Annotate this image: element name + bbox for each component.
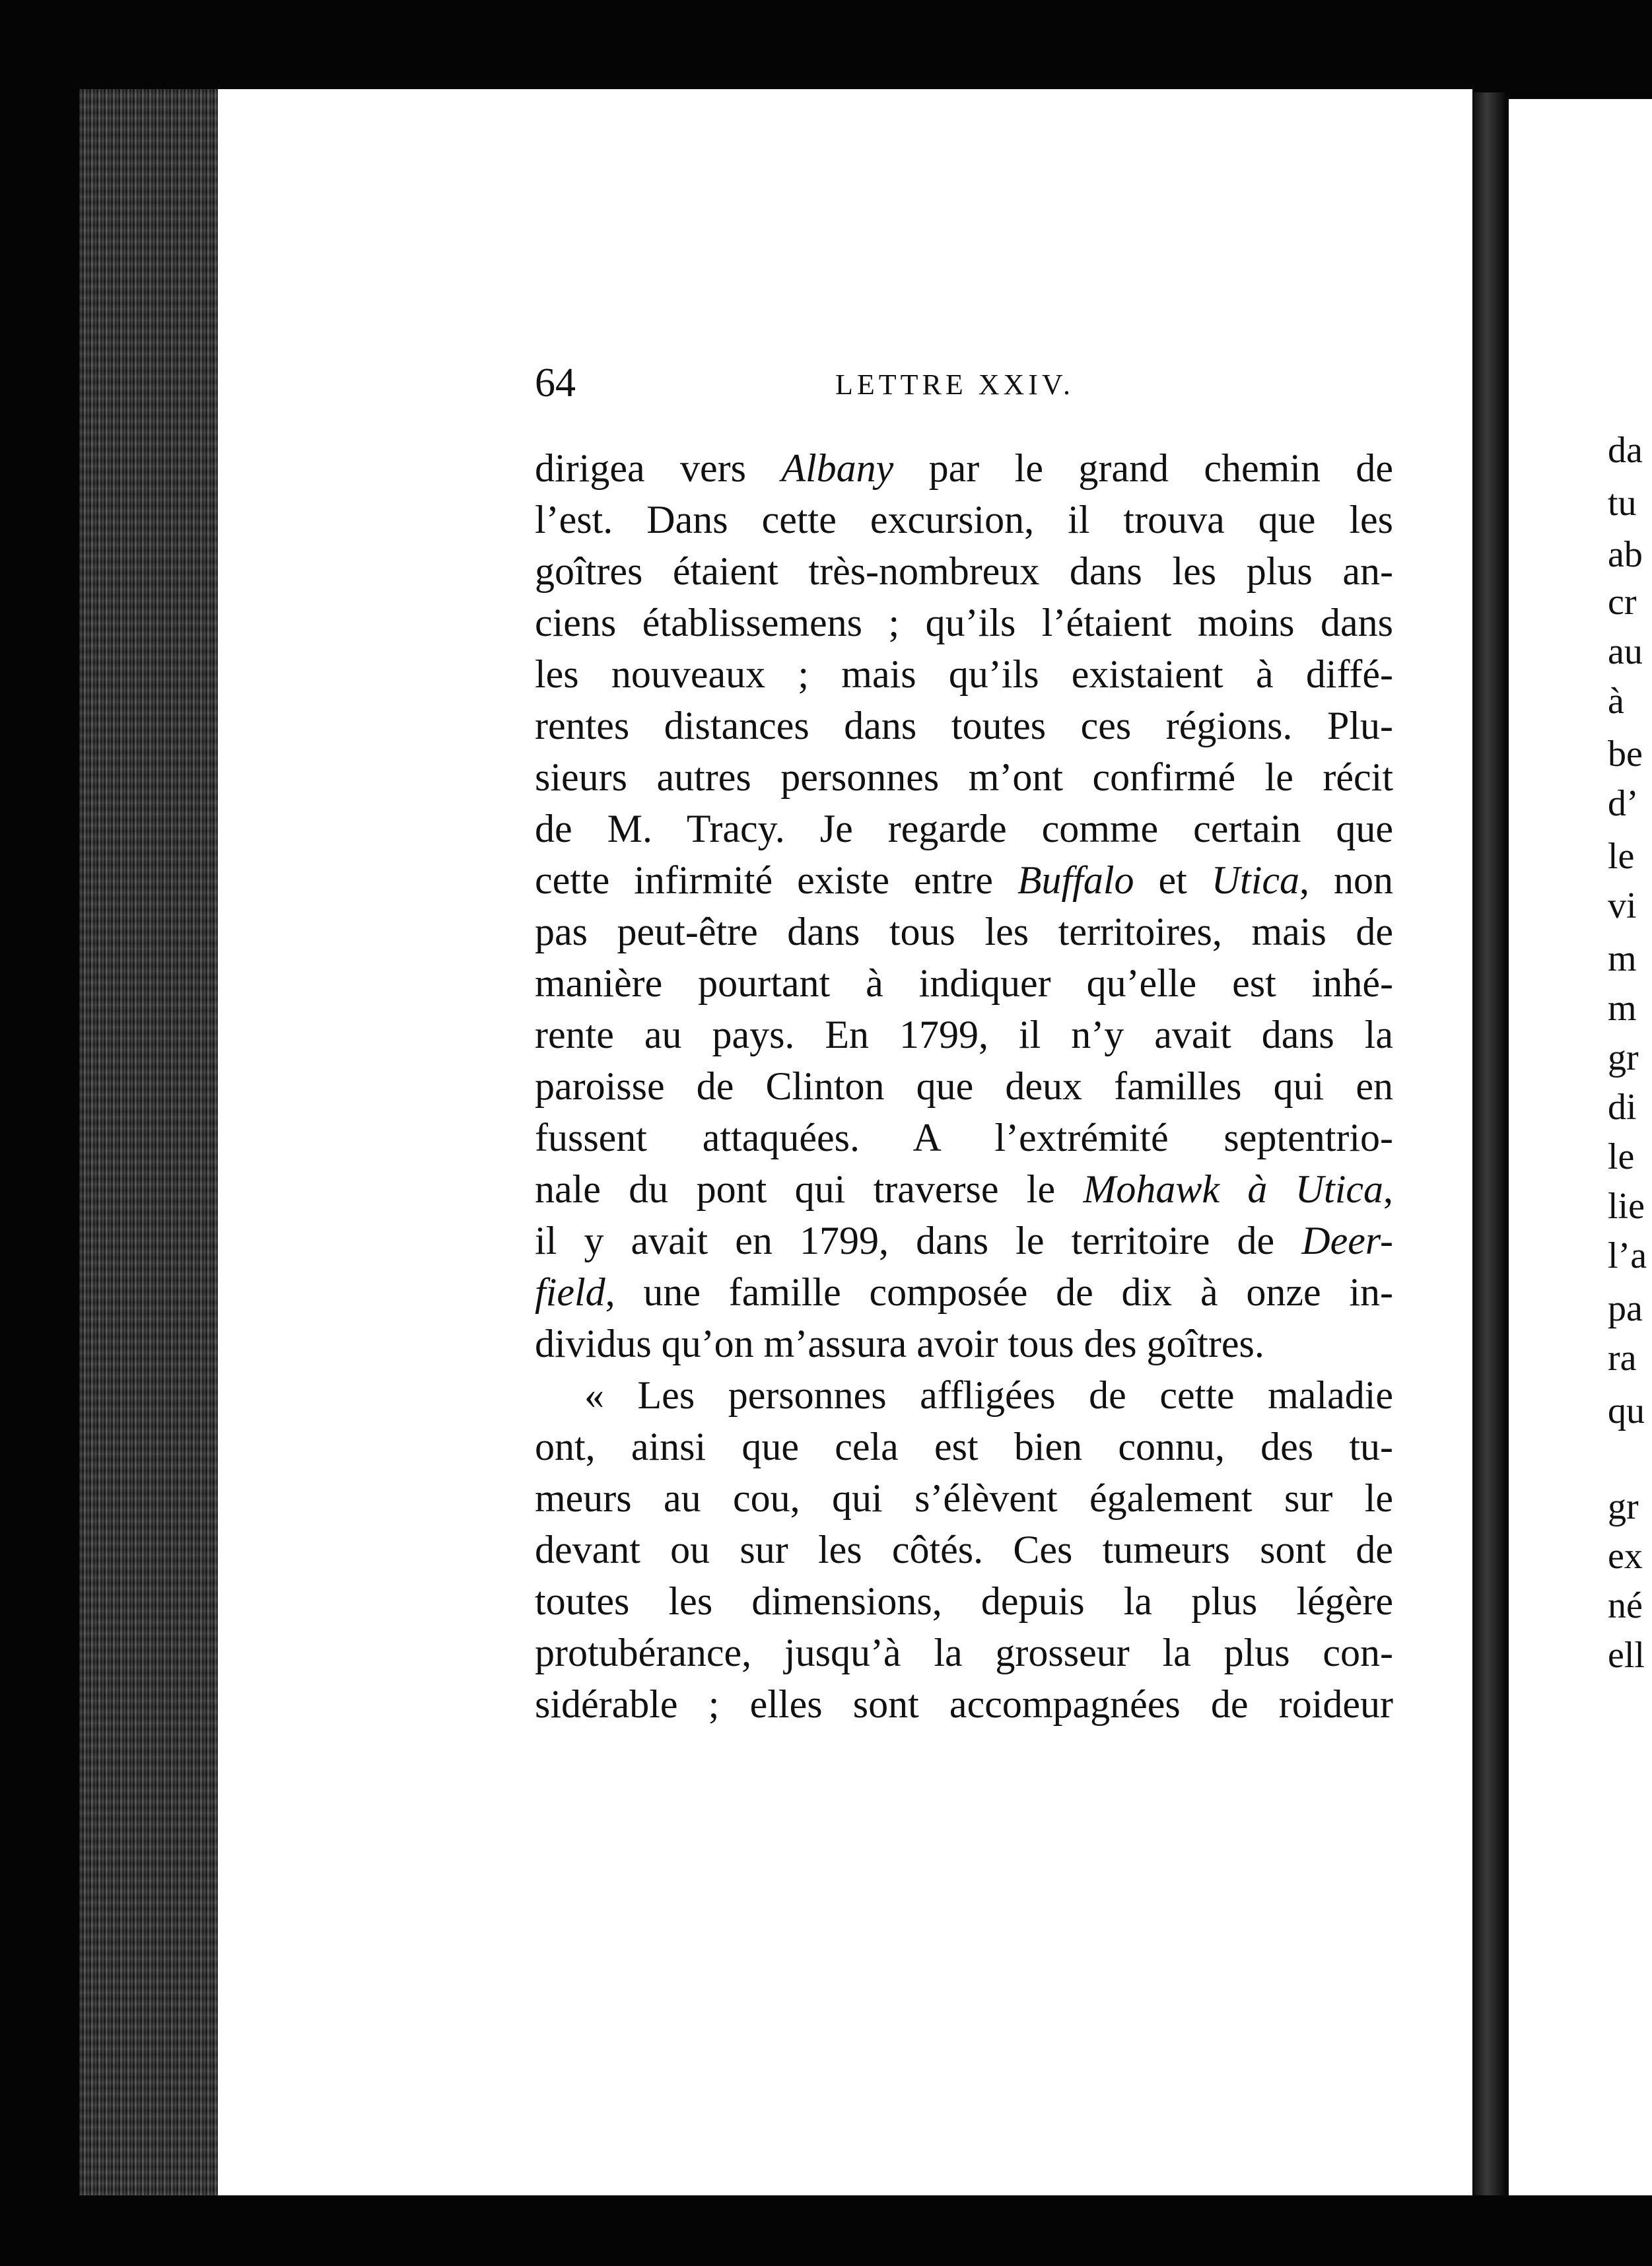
text-line <box>535 545 1393 597</box>
text-segment: nale du pont qui traverse le <box>535 1167 1084 1211</box>
text-segment: par le grand chemin de <box>893 446 1393 490</box>
text-segment: ciens établissemens ; qu’ils l’étaient moins dans <box>535 601 1393 644</box>
text-line <box>535 1524 1393 1575</box>
book-gutter <box>1474 92 1505 2195</box>
page-stack-edge <box>79 89 221 2195</box>
text-segment: toutes les dimensions, depuis la plus légère <box>535 1579 1393 1623</box>
facing-page-fragment: di <box>1608 1087 1637 1128</box>
text-line <box>535 1215 1393 1266</box>
text-line <box>535 1163 1393 1215</box>
italic-text: Utica <box>1211 858 1300 902</box>
facing-page-fragment: le <box>1608 836 1635 877</box>
italic-text: field <box>535 1270 605 1314</box>
text-line <box>535 1678 1393 1730</box>
text-line <box>535 1575 1393 1627</box>
facing-page-fragment: le <box>1608 1136 1635 1177</box>
text-line <box>535 700 1393 751</box>
page-number: 64 <box>535 360 576 405</box>
text-line <box>535 1369 1393 1421</box>
text-line <box>535 854 1393 906</box>
text-segment: paroisse de Clinton que deux familles qui en <box>535 1064 1393 1108</box>
text-segment: rentes distances dans toutes ces régions. Plu- <box>535 704 1393 747</box>
facing-page-fragment: ell <box>1608 1635 1645 1676</box>
text-segment: manière pourtant à indiquer qu’elle est inhé- <box>535 961 1393 1005</box>
text-segment: l’est. Dans cette excursion, il trouva que les <box>535 498 1393 541</box>
text-segment: , une famille composée de dix à onze in- <box>605 1270 1393 1314</box>
text-segment: sidérable ; elles sont accompagnées de roideur <box>535 1682 1393 1726</box>
italic-text: Deer- <box>1301 1219 1393 1262</box>
text-line <box>535 597 1393 648</box>
text-segment: pas peut-être dans tous les territoires, mais de <box>535 910 1393 953</box>
text-segment: , non <box>1299 858 1393 902</box>
text-line <box>535 1060 1393 1112</box>
text-line <box>535 957 1393 1009</box>
facing-page-fragment: da <box>1608 430 1643 471</box>
facing-page-fragment: gr <box>1608 1037 1639 1078</box>
facing-page-fragment: l’a <box>1608 1235 1647 1276</box>
text-segment: protubérance, jusqu’à la grosseur la plus con- <box>535 1631 1393 1674</box>
text-segment: dirigea vers <box>535 446 782 490</box>
running-head: LETTRE XXIV. <box>835 368 1075 401</box>
italic-text: Buffalo <box>1017 858 1134 902</box>
text-segment: de M. Tracy. Je regarde comme certain que <box>535 807 1393 850</box>
page-header <box>535 360 1393 419</box>
facing-page-fragment: qu <box>1608 1390 1645 1431</box>
text-segment: meurs au cou, qui s’élèvent également sur le <box>535 1476 1393 1520</box>
facing-page-fragment: gr <box>1608 1486 1639 1527</box>
text-line <box>535 1472 1393 1524</box>
facing-page-fragment: ab <box>1608 534 1643 575</box>
facing-page-fragment: tu <box>1608 483 1637 524</box>
text-line <box>535 1009 1393 1060</box>
facing-page-fragment: au <box>1608 631 1643 672</box>
facing-page-fragment: ra <box>1608 1338 1637 1379</box>
text-segment: il y avait en 1799, dans le territoire de <box>535 1219 1302 1262</box>
facing-page-fragment: d’ <box>1608 783 1639 824</box>
text-segment: « Les personnes affligées de cette maladie <box>584 1373 1393 1417</box>
facing-page-fragment: be <box>1608 734 1643 774</box>
facing-page-fragment: à <box>1608 681 1624 722</box>
text-segment: ont, ainsi que cela est bien connu, des tu- <box>535 1425 1393 1468</box>
italic-text: Albany <box>781 446 894 490</box>
text-segment: cette infirmité existe entre <box>535 858 1017 902</box>
text-line <box>535 906 1393 957</box>
facing-page-fragment: vi <box>1608 885 1637 926</box>
facing-page-fragment: m <box>1608 988 1637 1029</box>
text-segment: fussent attaquées. A l’extrémité septentrio- <box>535 1116 1393 1159</box>
text-segment: sieurs autres personnes m’ont confirmé le récit <box>535 755 1393 799</box>
text-segment: les nouveaux ; mais qu’ils existaient à diffé- <box>535 652 1393 696</box>
italic-text: Mohawk à Utica <box>1083 1167 1383 1211</box>
body-text <box>535 442 1393 1730</box>
text-segment: devant ou sur les côtés. Ces tumeurs sont de <box>535 1528 1393 1571</box>
text-segment: et <box>1134 858 1212 902</box>
facing-page-fragment: ex <box>1608 1536 1643 1577</box>
text-line <box>535 1318 1393 1369</box>
text-line <box>535 1421 1393 1472</box>
text-line <box>535 442 1393 494</box>
text-line <box>535 1627 1393 1678</box>
facing-page-fragment: pa <box>1608 1288 1643 1329</box>
text-line <box>535 1266 1393 1318</box>
text-segment: , <box>1383 1167 1393 1211</box>
text-line <box>535 1112 1393 1163</box>
text-line <box>535 494 1393 545</box>
text-line <box>535 803 1393 854</box>
text-segment: goîtres étaient très-nombreux dans les plus an- <box>535 549 1393 593</box>
facing-page-fragment: m <box>1608 938 1637 979</box>
facing-page-fragment: cr <box>1608 582 1637 623</box>
text-line <box>535 751 1393 803</box>
facing-page-fragment: lie <box>1608 1186 1645 1227</box>
facing-page-fragment: né <box>1608 1585 1643 1626</box>
text-line <box>535 648 1393 700</box>
text-segment: dividus qu’on m’assura avoir tous des goîtres. <box>535 1322 1264 1365</box>
text-segment: rente au pays. En 1799, il n’y avait dans la <box>535 1013 1393 1056</box>
